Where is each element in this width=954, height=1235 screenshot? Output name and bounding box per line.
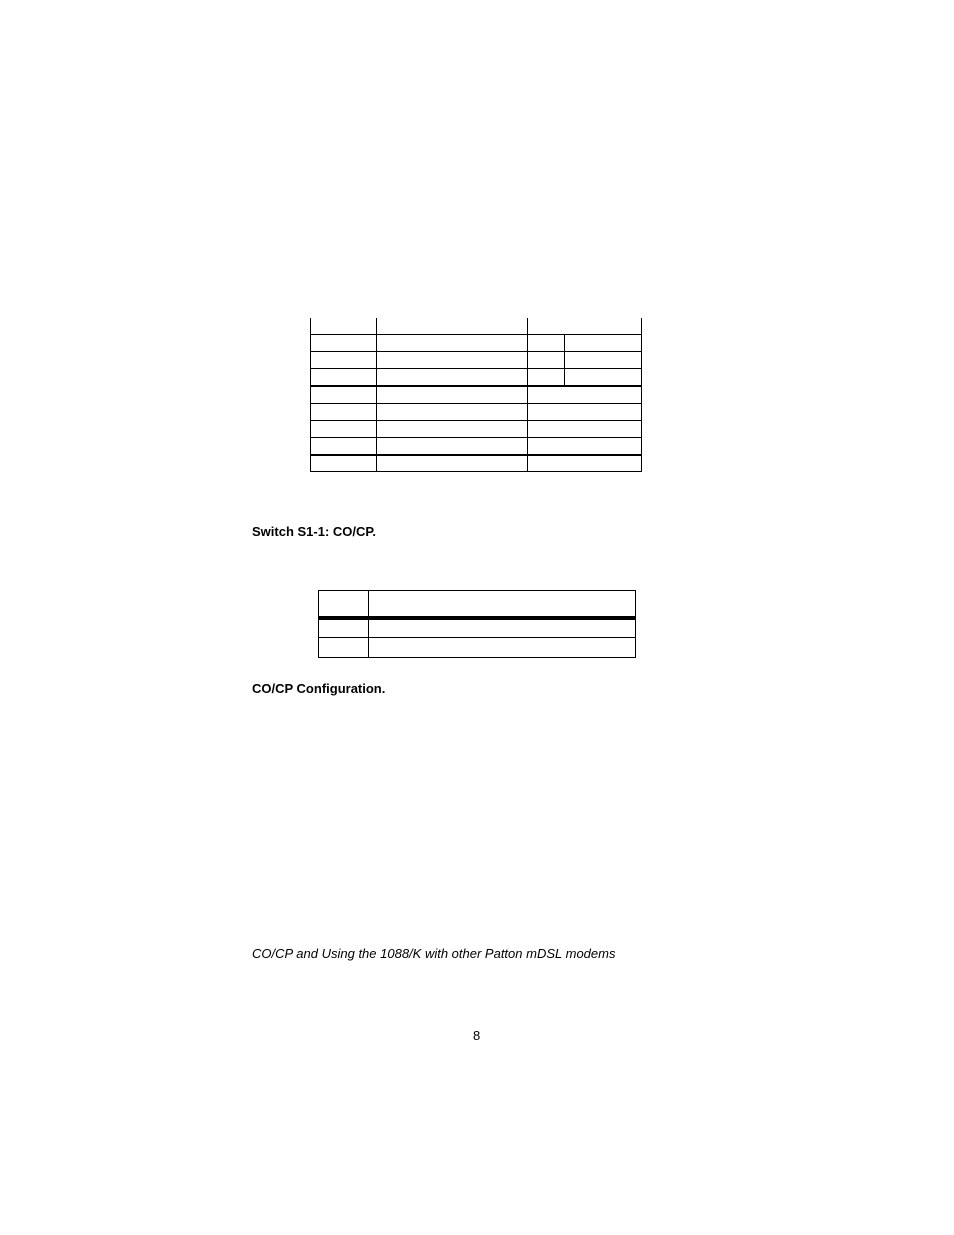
table-border-left	[310, 318, 311, 472]
table-border-bottom	[310, 471, 642, 472]
table-row-rule-thick	[310, 385, 642, 387]
section-heading: Switch S1-1: CO/CP.	[252, 524, 377, 539]
table-border-top	[318, 590, 636, 591]
footer-note: CO/CP and Using the 1088/K with other Patton mDSL modems	[252, 946, 616, 961]
table-caption: CO/CP Configuration.	[252, 681, 386, 696]
table-column-divider	[564, 334, 565, 385]
table-column-divider	[527, 318, 528, 472]
switch-settings-table	[310, 318, 643, 472]
table-row-rule	[310, 334, 642, 335]
table-header-rule-thick	[318, 616, 636, 620]
co-cp-configuration-table	[318, 590, 636, 658]
table-column-divider	[368, 590, 369, 658]
table-column-divider	[376, 318, 377, 472]
table-border-right	[641, 318, 642, 472]
table-row-rule	[310, 351, 642, 352]
page-number: 8	[473, 1028, 481, 1043]
table-row-rule	[310, 437, 642, 438]
table-row-rule-thick	[310, 454, 642, 456]
table-row-rule	[310, 403, 642, 404]
table-border-bottom	[318, 657, 636, 658]
table-border-left	[318, 590, 319, 658]
table-row-rule	[318, 637, 636, 638]
table-border-right	[635, 590, 636, 658]
table-row-rule	[310, 420, 642, 421]
table-row-rule	[310, 368, 642, 369]
